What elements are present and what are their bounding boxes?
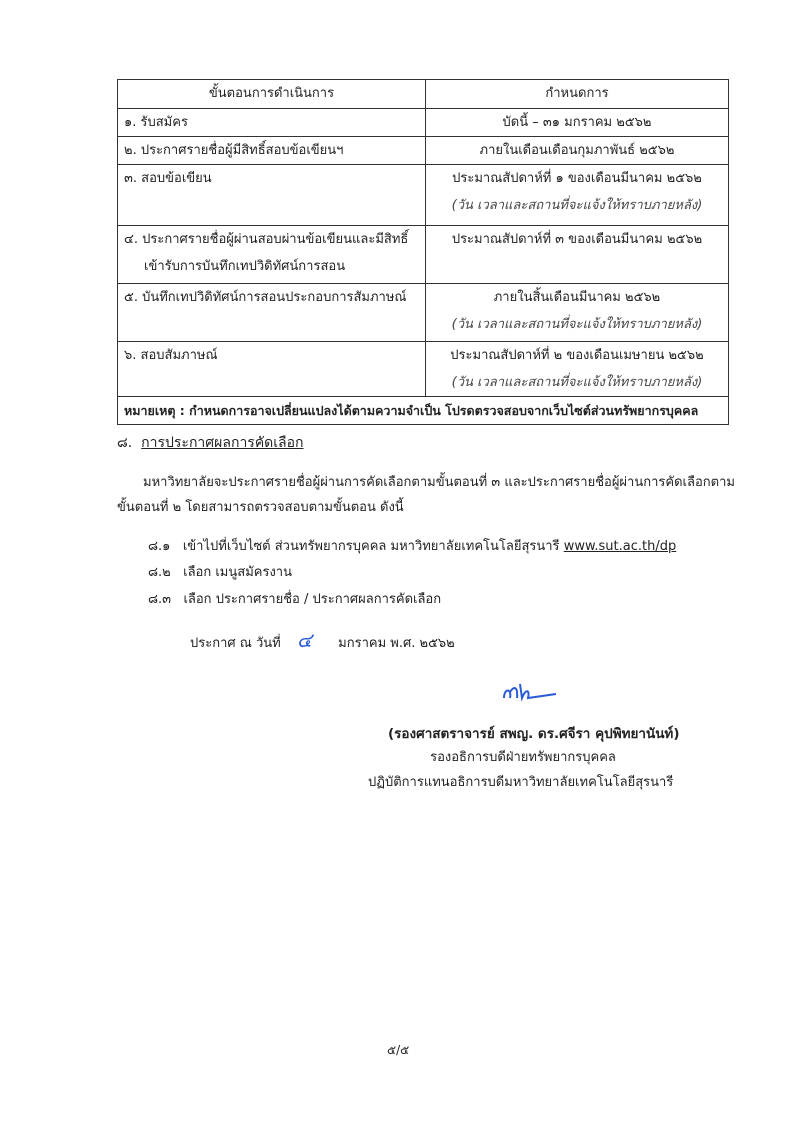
schedule-cell: ประมาณสัปดาห์ที่ ๓ ของเดือนมีนาคม ๒๕๖๒ xyxy=(426,226,729,284)
paragraph-line: ขั้นตอนที่ ๒ โดยสามารถตรวจสอบตามขั้นตอน ดังนี้ xyxy=(117,500,404,515)
header-step: ขั้นตอนการดำเนินการ xyxy=(118,80,426,109)
website-link[interactable]: www.sut.ac.th/dp xyxy=(563,539,677,554)
table-row xyxy=(118,165,729,226)
schedule-note: (วัน เวลาและสถานที่จะแจ้งให้ทราบภายหลัง) xyxy=(451,198,703,213)
schedule-note: (วัน เวลาและสถานที่จะแจ้งให้ทราบภายหลัง) xyxy=(451,317,703,332)
table-row xyxy=(118,109,729,137)
schedule-text: ประมาณสัปดาห์ที่ ๑ ของเดือนมีนาคม ๒๕๖๒ xyxy=(452,171,702,186)
item-number: ๘.๓ xyxy=(148,592,172,607)
schedule-cell xyxy=(426,342,729,397)
section-number: ๘. xyxy=(117,435,133,451)
step-cell: ๑. รับสมัคร xyxy=(118,109,426,137)
section-heading xyxy=(117,432,304,454)
item-text: เลือก ประกาศรายชื่อ / ประกาศผลการคัดเลือก xyxy=(183,592,442,607)
signatory-position: รองอธิการบดีฝ่ายทรัพยากรบุคคล xyxy=(430,750,616,765)
section-title: การประกาศผลการคัดเลือก xyxy=(141,435,304,451)
step-cell: ๒. ประกาศรายชื่อผู้มีสิทธิ์สอบข้อเขียนฯ xyxy=(118,137,426,165)
list-item xyxy=(148,588,441,609)
handwritten-day: ๔ xyxy=(296,628,313,652)
signature-mark xyxy=(500,678,560,708)
table-row xyxy=(118,342,729,397)
schedule-text: ประมาณสัปดาห์ที่ ๒ ของเดือนเมษายน ๒๕๖๒ xyxy=(450,348,704,363)
step-text: ๔. ประกาศรายชื่อผู้ผ่านสอบผ่านข้อเขียนและมีสิทธิ์ xyxy=(124,232,409,247)
schedule-table xyxy=(117,79,729,425)
signature-icon xyxy=(500,678,560,704)
page-number: ๕/๕ xyxy=(387,1043,410,1057)
step-text-cont: เข้ารับการบันทึกเทปวิดิทัศน์การสอน xyxy=(144,259,346,274)
paragraph-line: มหาวิทยาลัยจะประกาศรายชื่อผู้ผ่านการคัดเลือกตามขั้นตอนที่ ๓ และประกาศรายชื่อผู้ผ่านการคัดเลือกตาม xyxy=(143,475,735,490)
table-note: หมายเหตุ : กำหนดการอาจเปลี่ยนแปลงได้ตามความจำเป็น โปรดตรวจสอบจากเว็บไซต์ส่วนทรัพยากรบุคคล xyxy=(118,397,729,425)
schedule-note: (วัน เวลาและสถานที่จะแจ้งให้ทราบภายหลัง) xyxy=(451,375,703,390)
announce-month-year: มกราคม พ.ศ. ๒๕๖๒ xyxy=(338,636,455,651)
header-schedule: กำหนดการ xyxy=(426,80,729,109)
table-row xyxy=(118,137,729,165)
table-row xyxy=(118,226,729,284)
item-text: เข้าไปที่เว็บไซต์ ส่วนทรัพยากรบุคคล มหาวิทยาลัยเทคโนโลยีสุรนารี xyxy=(182,539,560,554)
schedule-cell: ภายในเดือนเดือนกุมภาพันธ์ ๒๕๖๒ xyxy=(426,137,729,165)
list-item xyxy=(148,561,292,582)
schedule-cell xyxy=(426,284,729,342)
signatory-position-acting: ปฏิบัติการแทนอธิการบดีมหาวิทยาลัยเทคโนโลยีสุรนารี xyxy=(368,775,674,790)
announce-prefix: ประกาศ ณ วันที่ xyxy=(190,636,281,651)
step-cell: ๖. สอบสัมภาษณ์ xyxy=(118,342,426,397)
schedule-text: ภายในสิ้นเดือนมีนาคม ๒๕๖๒ xyxy=(493,290,661,305)
signatory-name: (รองศาสตราจารย์ สพญ. ดร.ศจีรา คุปพิทยานันท์) xyxy=(388,726,680,742)
list-item xyxy=(148,535,676,556)
schedule-cell: บัดนี้ – ๓๑ มกราคม ๒๕๖๒ xyxy=(426,109,729,137)
announce-date xyxy=(190,624,455,656)
item-text: เลือก เมนูสมัครงาน xyxy=(183,565,292,580)
step-cell: ๓. สอบข้อเขียน xyxy=(118,165,426,226)
step-cell xyxy=(118,226,426,284)
item-number: ๘.๑ xyxy=(148,539,171,554)
item-number: ๘.๒ xyxy=(148,565,171,580)
table-row xyxy=(118,284,729,342)
schedule-cell xyxy=(426,165,729,226)
step-cell: ๕. บันทึกเทปวิดิทัศน์การสอนประกอบการสัมภาษณ์ xyxy=(118,284,426,342)
